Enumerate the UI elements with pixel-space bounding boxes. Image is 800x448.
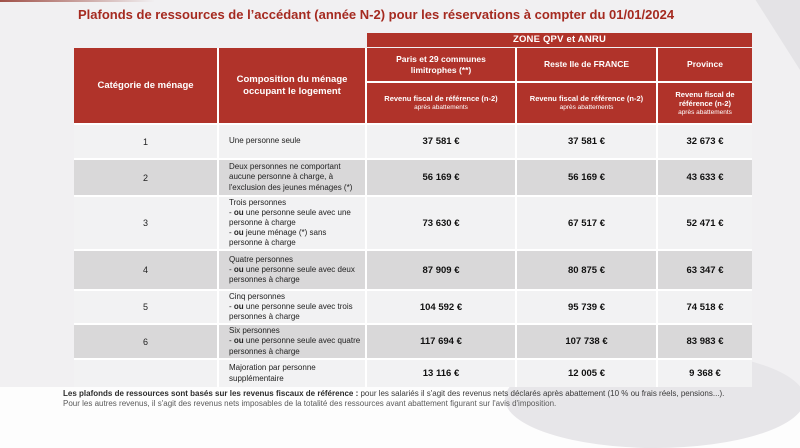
apres-abattements-label: après abattements	[414, 104, 468, 112]
category-cell: 3	[74, 197, 217, 249]
composition-line: Majoration par personne supplémentaire	[229, 363, 316, 383]
composition-cell	[219, 325, 365, 358]
composition-cell	[219, 291, 365, 323]
composition-line: - ou une personne seule avec une personne à charge	[229, 207, 351, 227]
revenu-fiscal-label: Revenu fiscal de référence (n-2)	[384, 94, 498, 104]
value-cell-idf: 95 739 €	[517, 291, 656, 323]
composition-cell	[219, 125, 365, 158]
footnote-line1	[63, 389, 749, 399]
footnote-regular-text: pour les salariés il s'agit des revenus nets déclarés après abattement (10 % ou frais réels, pensions...).	[358, 389, 725, 398]
value-cell-paris: 56 169 €	[367, 160, 515, 195]
value-cell-idf: 107 738 €	[517, 325, 656, 358]
value-cell-province: 74 518 €	[658, 291, 752, 323]
footnote	[63, 389, 749, 410]
col-subheader-province	[658, 83, 752, 123]
composition-line: Deux personnes ne comportant aucune personne à charge, à l'exclusion des jeunes ménages (*)	[229, 162, 353, 192]
category-cell: 6	[74, 325, 217, 358]
value-cell-paris: 117 694 €	[367, 325, 515, 358]
value-cell-idf: 37 581 €	[517, 125, 656, 158]
composition-line: - ou jeune ménage (*) sans personne à charge	[229, 228, 327, 248]
category-cell: 1	[74, 125, 217, 158]
composition-line: Six personnes	[229, 326, 280, 336]
composition-line: Cinq personnes	[229, 291, 286, 301]
zone-banner: ZONE QPV et ANRU	[367, 33, 752, 47]
value-cell-idf: 56 169 €	[517, 160, 656, 195]
category-cell: 2	[74, 160, 217, 195]
value-cell-paris: 73 630 €	[367, 197, 515, 249]
col-header-composition	[219, 48, 365, 123]
composition-line: Trois personnes	[229, 197, 287, 207]
value-cell-paris: 13 116 €	[367, 360, 515, 387]
col-header-idf	[517, 48, 656, 81]
category-cell	[74, 360, 217, 387]
value-cell-paris: 87 909 €	[367, 251, 515, 289]
apres-abattements-label: après abattements	[559, 104, 614, 112]
composition-line: - ou une personne seule avec quatre personnes à charge	[229, 336, 361, 356]
col-subheader-paris	[367, 83, 515, 123]
value-cell-province: 9 368 €	[658, 360, 752, 387]
page-title: Plafonds de ressources de l’accédant (année N-2) pour les réservations à compter du 01/01/2024	[78, 7, 675, 22]
value-cell-province: 43 633 €	[658, 160, 752, 195]
value-cell-province: 63 347 €	[658, 251, 752, 289]
value-cell-idf: 67 517 €	[517, 197, 656, 249]
revenu-fiscal-label: Revenu fiscal de référence (n-2)	[675, 89, 735, 108]
composition-line: - ou une personne seule avec trois personnes à charge	[229, 301, 353, 322]
composition-line: - ou une personne seule avec deux personnes à charge	[229, 264, 355, 285]
composition-cell	[219, 360, 365, 387]
value-cell-province: 32 673 €	[658, 125, 752, 158]
top-edge-decoration	[0, 0, 155, 2]
composition-cell	[219, 251, 365, 289]
col-header-paris-label: Paris et 29 communes limitrophes (**)	[396, 54, 486, 75]
category-cell: 4	[74, 251, 217, 289]
value-cell-paris: 104 592 €	[367, 291, 515, 323]
footnote-line2-clipped: Pour les autres revenus, il s'agit des revenus nets imposables de la totalité des ressources avant abattement figurant sur l'avis d'imposition.	[63, 399, 557, 409]
value-cell-paris: 37 581 €	[367, 125, 515, 158]
value-cell-idf: 80 875 €	[517, 251, 656, 289]
value-cell-province: 83 983 €	[658, 325, 752, 358]
col-header-categorie-label: Catégorie de ménage	[97, 79, 194, 91]
plafonds-table	[74, 48, 752, 387]
footnote-bold-text: Les plafonds de ressources sont basés sur les revenus fiscaux de référence :	[63, 389, 359, 398]
apres-abattements-label: après abattements	[678, 108, 732, 116]
col-header-paris	[367, 48, 515, 81]
col-header-province	[658, 48, 752, 81]
composition-line: Une personne seule	[229, 136, 301, 146]
category-cell: 5	[74, 291, 217, 323]
col-header-idf-label: Reste Ile de FRANCE	[543, 59, 630, 70]
composition-line: Quatre personnes	[229, 254, 294, 264]
revenu-fiscal-label: Revenu fiscal de référence (n-2)	[529, 94, 644, 104]
composition-cell	[219, 197, 365, 249]
col-header-categorie	[74, 48, 217, 123]
col-subheader-idf	[517, 83, 656, 123]
col-header-composition-label: Composition du ménage occupant le logement	[236, 73, 348, 97]
value-cell-province: 52 471 €	[658, 197, 752, 249]
col-header-province-label: Province	[687, 59, 723, 70]
value-cell-idf: 12 005 €	[517, 360, 656, 387]
composition-cell	[219, 160, 365, 195]
